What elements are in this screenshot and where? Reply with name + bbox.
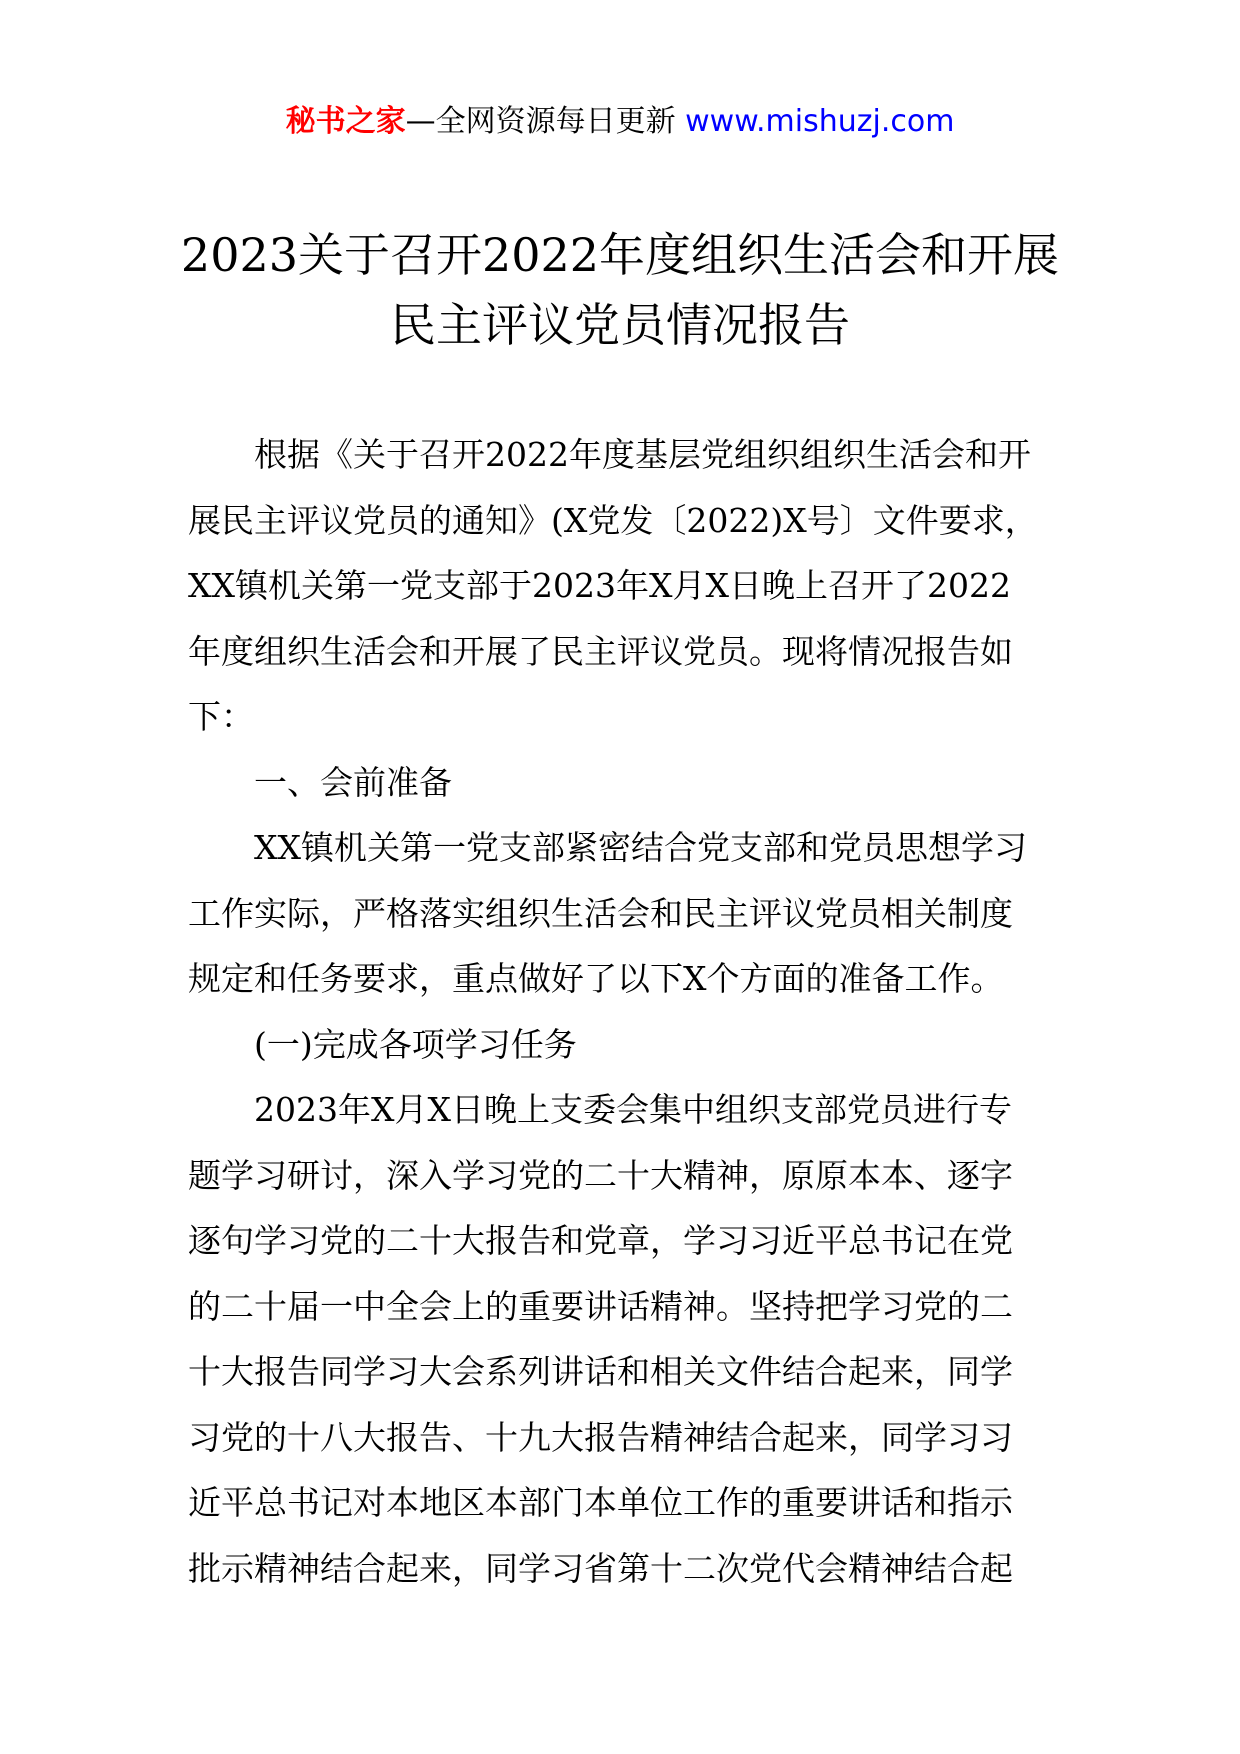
paragraph-line: 逐句学习党的二十大报告和党章，学习习近平总书记在党 — [188, 1221, 1013, 1260]
paragraph-line: 展民主评议党员的通知》(X党发〔2022)X号〕文件要求， — [188, 500, 1038, 540]
paragraph-line: 题学习研讨，深入学习党的二十大精神，原原本本、逐字 — [188, 1155, 1013, 1195]
paragraph-line: 批示精神结合起来，同学习省第十二次党代会精神结合起 — [188, 1548, 1013, 1588]
paragraph-line: 近平总书记对本地区本部门本单位工作的重要讲话和指示 — [188, 1483, 1013, 1522]
paragraph-line: 习党的十八大报告、十九大报告精神结合起来，同学习习 — [188, 1417, 1013, 1457]
paragraph-line: XX镇机关第一党支部于2023年X月X日晚上召开了2022 — [188, 566, 1011, 605]
paragraph-line: XX镇机关第一党支部紧密结合党支部和党员思想学习 — [254, 828, 1027, 867]
site-brand: 秘书之家 — [285, 104, 406, 139]
paragraph-line: 工作实际，严格落实组织生活会和民主评议党员相关制度 — [188, 893, 1013, 933]
site-slogan: —全网资源每日更新 — [405, 104, 686, 139]
paragraph-line: 根据《关于召开2022年度基层党组织组织生活会和开 — [254, 435, 1031, 474]
site-url[interactable]: www.mishuzj.com — [685, 104, 955, 139]
subsection-heading: (一)完成各项学习任务 — [254, 1024, 577, 1064]
paragraph-line: 2023年X月X日晚上支委会集中组织支部党员进行专 — [254, 1090, 1012, 1129]
paragraph-line: 规定和任务要求，重点做好了以下X个方面的准备工作。 — [188, 959, 1004, 998]
paragraph-line: 下： — [188, 697, 254, 736]
title-line-2: 民主评议党员情况报告 — [390, 298, 850, 352]
title-line-1: 2023关于召开2022年度组织生活会和开展 — [180, 228, 1060, 282]
document-title — [120, 220, 1120, 360]
document-body — [188, 422, 1058, 1601]
site-header — [0, 100, 1240, 144]
paragraph-line: 十大报告同学习大会系列讲话和相关文件结合起来，同学 — [188, 1352, 1013, 1391]
section-heading: 一、会前准备 — [254, 762, 452, 802]
paragraph-line: 年度组织生活会和开展了民主评议党员。现将情况报告如 — [188, 631, 1013, 671]
paragraph-line: 的二十届一中全会上的重要讲话精神。坚持把学习党的二 — [188, 1286, 1013, 1326]
